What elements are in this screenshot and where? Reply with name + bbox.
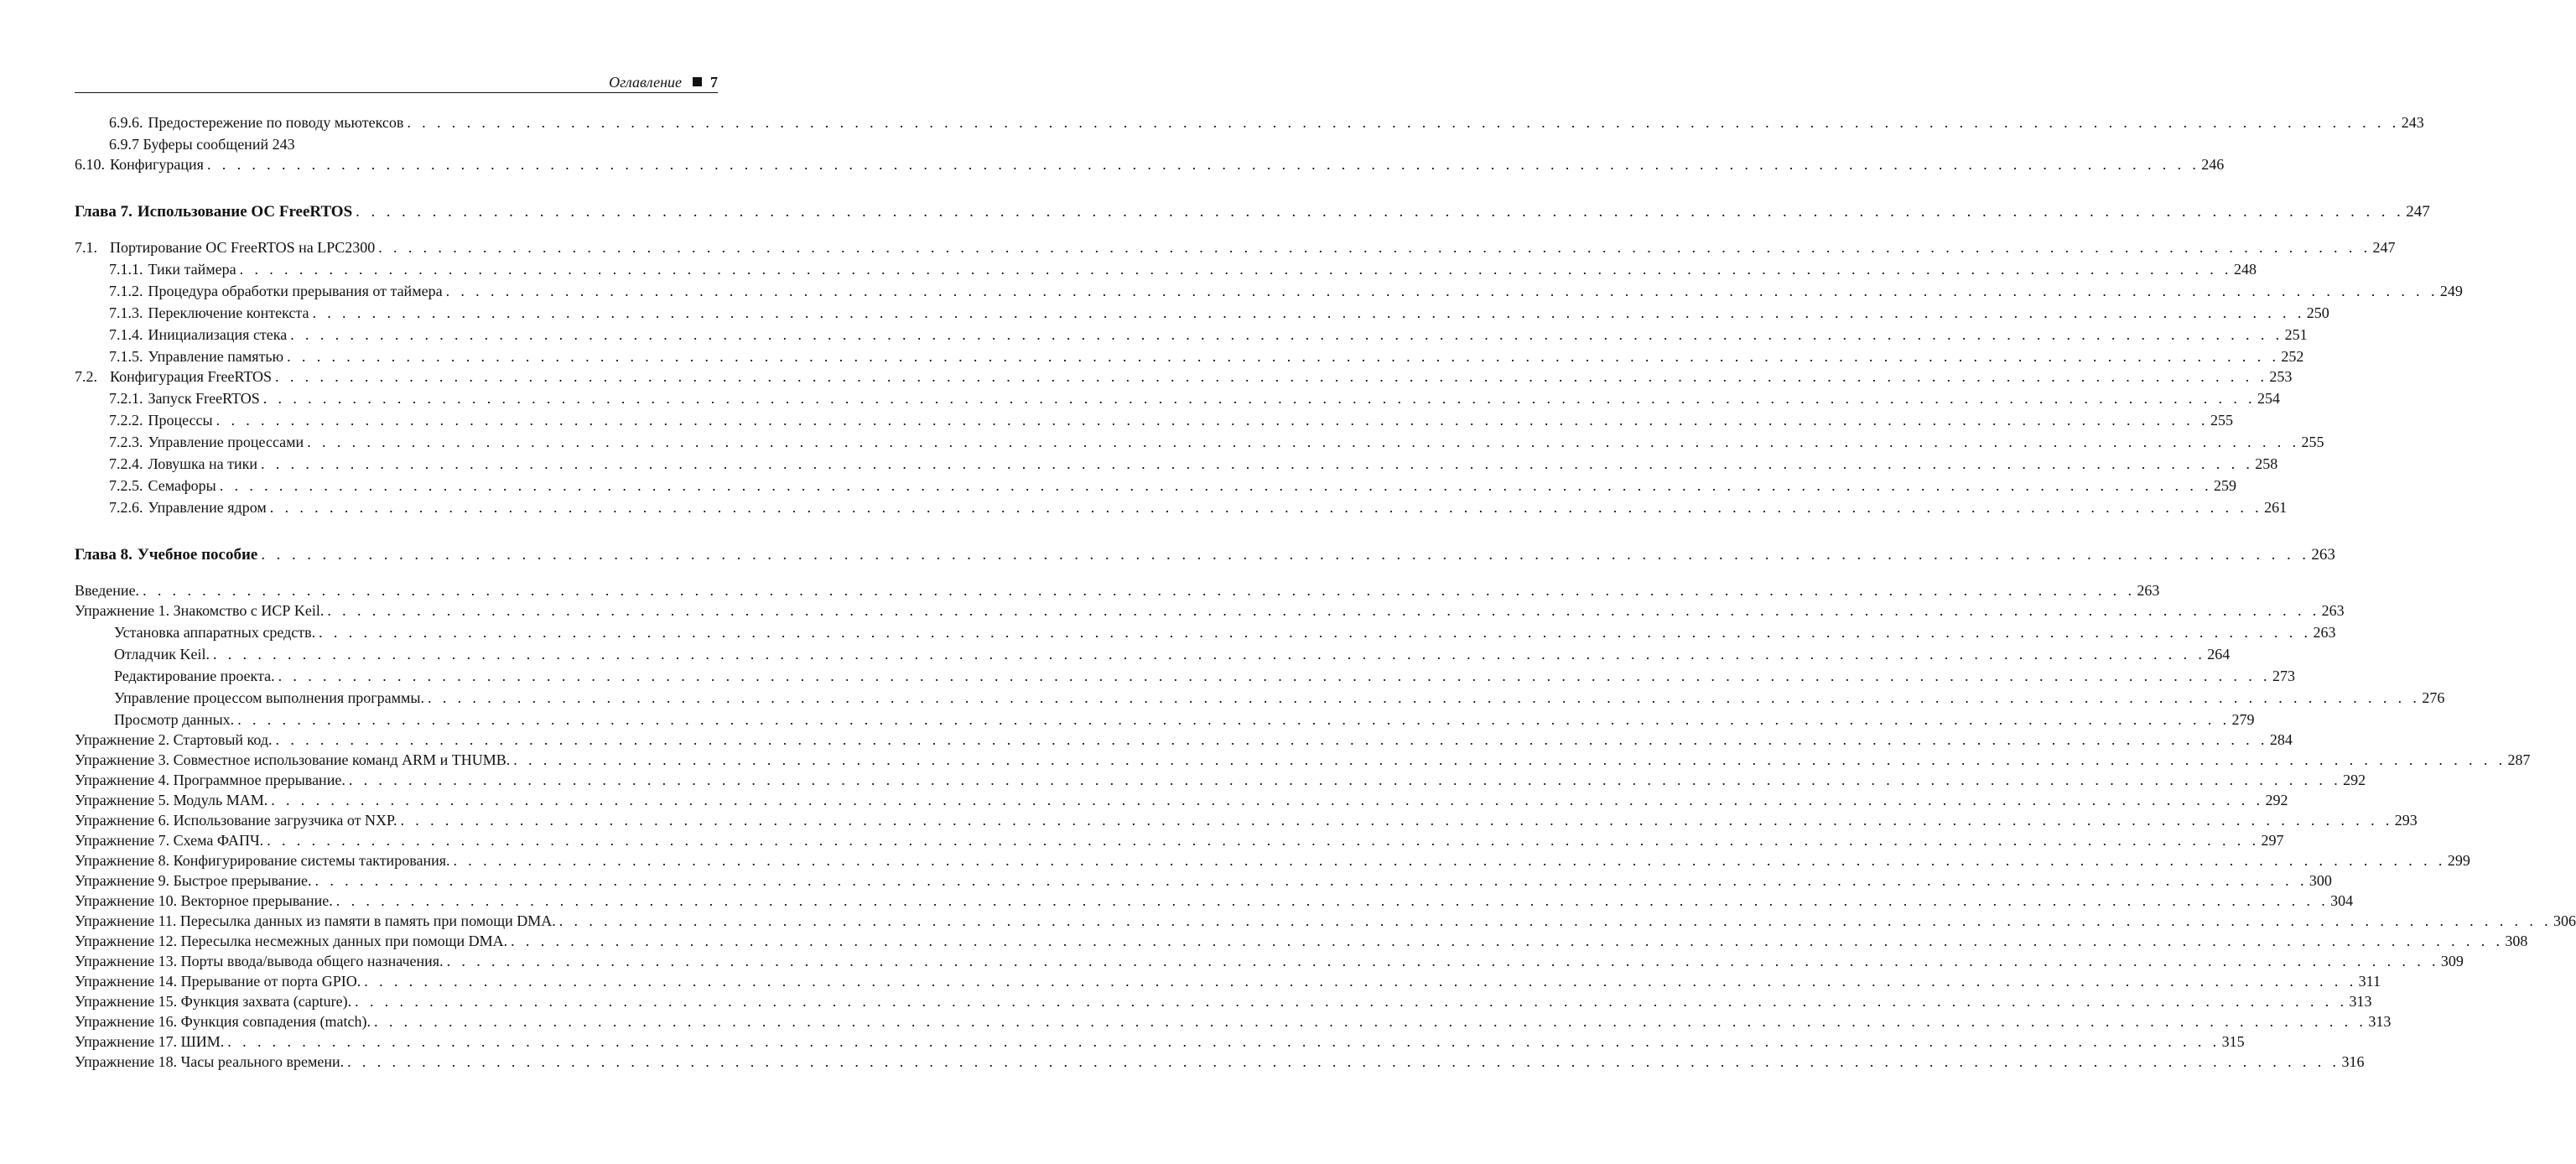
toc-leader-dots: . . . . . . . . . . . . . . . . . . . . . . . . . . . . . . . . . . . . . . . . . . . . . . . . . . . . . . . . . . . . . . . . . . . . . . . . . . . . . . . . . . . . . . . . . . . . . . . . . . . . . . . . . . . . . . . . . . . . . . . . . . . . . . . . . . . . . . xyxy=(261,546,2310,564)
toc-entry-number: 6.9.6. xyxy=(109,114,143,131)
toc-entry-number: 7.1. xyxy=(75,239,97,256)
toc-entry-exercise-16 xyxy=(75,1011,2392,1031)
toc-entry-page: 261 xyxy=(2264,499,2288,516)
toc-chapter-title: Учебное пособие xyxy=(137,546,258,564)
toc-entry-title: Упражнение 14. Прерывание от порта GPIO. xyxy=(75,973,361,990)
toc-leader-dots: . . . . . . . . . . . . . . . . . . . . . . . . . . . . . . . . . . . . . . . . . . . . . . . . . . . . . . . . . . . . . . . . . . . . . . . . . . . . . . . . . . . . . . . . . . . . . . . . . . . . . . . . . . . . . . . . . . . . . . . . . . . . . . . . . . . . . . xyxy=(312,304,2305,321)
toc-leader-dots: . . . . . . . . . . . . . . . . . . . . . . . . . . . . . . . . . . . . . . . . . . . . . . . . . . . . . . . . . . . . . . . . . . . . . . . . . . . . . . . . . . . . . . . . . . . . . . . . . . . . . . . . . . . . . . . . . . . . . . . . . . . . . . . . . . . . . . xyxy=(275,731,2268,748)
toc-entry-7-1-2 xyxy=(109,281,2463,301)
toc-entry-page: 251 xyxy=(2284,326,2308,343)
toc-leader-dots: . . . . . . . . . . . . . . . . . . . . . . . . . . . . . . . . . . . . . . . . . . . . . . . . . . . . . . . . . . . . . . . . . . . . . . . . . . . . . . . . . . . . . . . . . . . . . . . . . . . . . . . . . . . . . . . . . . . . . . . . . . . . . . . . . . . . . . xyxy=(143,582,2136,599)
toc-entry-title: Инициализация стека xyxy=(148,326,288,343)
toc-entry-7-1-3 xyxy=(109,303,2329,323)
toc-entry-title: Семафоры xyxy=(148,477,216,494)
toc-entry-title: Упражнение 13. Порты ввода/вывода общего назначения. xyxy=(75,953,444,969)
toc-entry-7-2-2 xyxy=(109,410,2233,430)
toc-chapter-number: Глава 7. xyxy=(75,203,132,221)
toc-entry-page: 292 xyxy=(2343,772,2366,788)
running-header-page-number: 7 xyxy=(710,74,718,91)
toc-entry-exercise-2 xyxy=(75,730,2293,750)
toc-entry-title: Тики таймера xyxy=(148,261,236,278)
toc-entry-number: 7.1.5. xyxy=(109,348,143,365)
toc-entry-title: Введение. xyxy=(75,582,140,599)
toc-entry-title: Установка аппаратных средств. xyxy=(114,624,316,641)
toc-entry-number: 7.2.5. xyxy=(109,477,143,494)
toc-entry-exercise-8 xyxy=(75,850,2470,870)
square-bullet-icon xyxy=(693,77,702,86)
toc-leader-dots: . . . . . . . . . . . . . . . . . . . . . . . . . . . . . . . . . . . . . . . . . . . . . . . . . . . . . . . . . . . . . . . . . . . . . . . . . . . . . . . . . . . . . . . . . . . . . . . . . . . . . . . . . . . . . . . . . . . . . . . . . . . . . . . . . . . . . . xyxy=(307,434,2300,450)
toc-entry-title: Управление процессами xyxy=(148,434,304,450)
toc-entry-6-9-6 xyxy=(109,112,2424,133)
toc-entry-title: Управление ядром xyxy=(148,499,267,516)
toc-entry-title: Управление процессом выполнения программы. xyxy=(114,689,425,706)
toc-entry-page: 313 xyxy=(2368,1013,2392,1030)
toc-entry-title: Отладчик Keil. xyxy=(114,646,210,663)
toc-entry-page: 304 xyxy=(2330,892,2354,909)
toc-leader-dots: . . . . . . . . . . . . . . . . . . . . . . . . . . . . . . . . . . . . . . . . . . . . . . . . . . . . . . . . . . . . . . . . . . . . . . . . . . . . . . . . . . . . . . . . . . . . . . . . . . . . . . . . . . . . . . . . . . . . . . . . . . . . . . . . . . . . . . xyxy=(378,239,2371,256)
toc-entry-exercise-15 xyxy=(75,991,2372,1011)
toc-entry-6-10 xyxy=(75,154,2225,174)
toc-leader-dots: . . . . . . . . . . . . . . . . . . . . . . . . . . . . . . . . . . . . . . . . . . . . . . . . . . . . . . . . . . . . . . . . . . . . . . . . . . . . . . . . . . . . . . . . . . . . . . . . . . . . . . . . . . . . . . . . . . . . . . . . . . . . . . . . . . . . . . xyxy=(407,114,2400,131)
toc-entry-page: 293 xyxy=(2394,812,2418,829)
toc-leader-dots: . . . . . . . . . . . . . . . . . . . . . . . . . . . . . . . . . . . . . . . . . . . . . . . . . . . . . . . . . . . . . . . . . . . . . . . . . . . . . . . . . . . . . . . . . . . . . . . . . . . . . . . . . . . . . . . . . . . . . . . . . . . . . . . . . . . . . . xyxy=(428,689,2421,706)
toc-entry-project-editing xyxy=(109,666,2295,686)
toc-entry-number: 7.1.2. xyxy=(109,283,143,299)
toc-entry-page: 254 xyxy=(2257,390,2281,407)
toc-entry-title: Упражнение 10. Векторное прерывание. xyxy=(75,892,333,909)
toc-entry-page: 279 xyxy=(2231,711,2255,728)
toc-entry-title: Упражнение 1. Знакомство с ИСР Keil. xyxy=(75,602,325,619)
toc-entry-page: 284 xyxy=(2269,731,2293,748)
toc-entry-introduction xyxy=(75,580,2160,600)
toc-entry-title: Ловушка на тики xyxy=(148,455,257,472)
toc-entry-7-2-5 xyxy=(109,475,2237,496)
toc-leader-dots: . . . . . . . . . . . . . . . . . . . . . . . . . . . . . . . . . . . . . . . . . . . . . . . . . . . . . . . . . . . . . . . . . . . . . . . . . . . . . . . . . . . . . . . . . . . . . . . . . . . . . . . . . . . . . . . . . . . . . . . . . . . . . . . . . . . . . . xyxy=(239,261,2232,278)
toc-leader-dots: . . . . . . . . . . . . . . . . . . . . . . . . . . . . . . . . . . . . . . . . . . . . . . . . . . . . . . . . . . . . . . . . . . . . . . . . . . . . . . . . . . . . . . . . . . . . . . . . . . . . . . . . . . . . . . . . . . . . . . . . . . . . . . . . . . . . . . xyxy=(237,711,2231,728)
toc-entry-title: Упражнение 6. Использование загрузчика от NXP. xyxy=(75,812,397,829)
toc-leader-dots: . . . . . . . . . . . . . . . . . . . . . . . . . . . . . . . . . . . . . . . . . . . . . . . . . . . . . . . . . . . . . . . . . . . . . . . . . . . . . . . . . . . . . . . . . . . . . . . . . . . . . . . . . . . . . . . . . . . . . . . . . . . . . . . . . . . . . . xyxy=(511,933,2504,949)
toc-entry-exercise-1 xyxy=(75,600,2345,621)
toc-chapter-number: Глава 8. xyxy=(75,546,132,564)
toc-entry-text: 6.9.7 Буферы сообщений 243 xyxy=(109,136,295,153)
toc-entry-page: 252 xyxy=(2281,348,2304,365)
toc-entry-exercise-10 xyxy=(75,891,2354,911)
toc-entry-page: 313 xyxy=(2349,993,2372,1010)
toc-entry-title: Редактирование проекта. xyxy=(114,668,275,684)
toc-entry-page: 308 xyxy=(2505,933,2528,949)
toc-leader-dots: . . . . . . . . . . . . . . . . . . . . . . . . . . . . . . . . . . . . . . . . . . . . . . . . . . . . . . . . . . . . . . . . . . . . . . . . . . . . . . . . . . . . . . . . . . . . . . . . . . . . . . . . . . . . . . . . . . . . . . . . . . . . . . . . . . . . . . xyxy=(558,912,2553,929)
toc-entry-exercise-6 xyxy=(75,810,2418,830)
toc-chapter-7 xyxy=(75,202,2430,222)
toc-leader-dots: . . . . . . . . . . . . . . . . . . . . . . . . . . . . . . . . . . . . . . . . . . . . . . . . . . . . . . . . . . . . . . . . . . . . . . . . . . . . . . . . . . . . . . . . . . . . . . . . . . . . . . . . . . . . . . . . . . . . . . . . . . . . . . . . . . . . . . xyxy=(400,812,2393,829)
toc-entry-7-2-1 xyxy=(109,388,2281,408)
toc-entry-page: 299 xyxy=(2447,852,2470,869)
toc-leader-dots: . . . . . . . . . . . . . . . . . . . . . . . . . . . . . . . . . . . . . . . . . . . . . . . . . . . . . . . . . . . . . . . . . . . . . . . . . . . . . . . . . . . . . . . . . . . . . . . . . . . . . . . . . . . . . . . . . . . . . . . . . . . . . . . . . . . . . . xyxy=(216,412,2209,429)
toc-chapter-page: 247 xyxy=(2406,203,2430,221)
toc-entry-number: 6.10. xyxy=(75,156,105,173)
toc-entry-page: 243 xyxy=(2401,114,2424,131)
toc-leader-dots: . . . . . . . . . . . . . . . . . . . . . . . . . . . . . . . . . . . . . . . . . . . . . . . . . . . . . . . . . . . . . . . . . . . . . . . . . . . . . . . . . . . . . . . . . . . . . . . . . . . . . . . . . . . . . . . . . . . . . . . . . . . . . . . . . . . . . . xyxy=(335,892,2329,909)
toc-entry-title: Конфигурация xyxy=(110,156,204,173)
toc-entry-page: 273 xyxy=(2272,668,2295,684)
toc-entry-data-view xyxy=(109,709,2255,730)
toc-entry-title: Просмотр данных. xyxy=(114,711,235,728)
toc-entry-exercise-14 xyxy=(75,971,2381,991)
toc-entry-exercise-5 xyxy=(75,790,2288,810)
toc-entry-title: Предостережение по поводу мьютексов xyxy=(148,114,404,131)
toc-leader-dots: . . . . . . . . . . . . . . . . . . . . . . . . . . . . . . . . . . . . . . . . . . . . . . . . . . . . . . . . . . . . . . . . . . . . . . . . . . . . . . . . . . . . . . . . . . . . . . . . . . . . . . . . . . . . . . . . . . . . . . . . . . . . . . . . . . . . . . xyxy=(267,832,2260,849)
toc-leader-dots: . . . . . . . . . . . . . . . . . . . . . . . . . . . . . . . . . . . . . . . . . . . . . . . . . . . . . . . . . . . . . . . . . . . . . . . . . . . . . . . . . . . . . . . . . . . . . . . . . . . . . . . . . . . . . . . . . . . . . . . . . . . . . . . . . . . . . . xyxy=(314,872,2308,889)
toc-leader-dots: . . . . . . . . . . . . . . . . . . . . . . . . . . . . . . . . . . . . . . . . . . . . . . . . . . . . . . . . . . . . . . . . . . . . . . . . . . . . . . . . . . . . . . . . . . . . . . . . . . . . . . . . . . . . . . . . . . . . . . . . . . . . . . . . . . . . . . xyxy=(355,993,2348,1010)
toc-entry-7-1 xyxy=(75,237,2396,257)
toc-entry-7-1-1 xyxy=(109,259,2257,279)
toc-entry-page: 253 xyxy=(2269,368,2293,385)
toc-entry-exercise-4 xyxy=(75,770,2366,790)
toc-entry-page: 258 xyxy=(2255,455,2278,472)
toc-entry-page: 248 xyxy=(2233,261,2257,278)
toc-entry-exercise-17 xyxy=(75,1031,2245,1052)
toc-leader-dots: . . . . . . . . . . . . . . . . . . . . . . . . . . . . . . . . . . . . . . . . . . . . . . . . . . . . . . . . . . . . . . . . . . . . . . . . . . . . . . . . . . . . . . . . . . . . . . . . . . . . . . . . . . . . . . . . . . . . . . . . . . . . . . . . . . . . . . xyxy=(278,668,2271,684)
toc-leader-dots: . . . . . . . . . . . . . . . . . . . . . . . . . . . . . . . . . . . . . . . . . . . . . . . . . . . . . . . . . . . . . . . . . . . . . . . . . . . . . . . . . . . . . . . . . . . . . . . . . . . . . . . . . . . . . . . . . . . . . . . . . . . . . . . . . . . . . . xyxy=(275,368,2268,385)
toc-leader-dots: . . . . . . . . . . . . . . . . . . . . . . . . . . . . . . . . . . . . . . . . . . . . . . . . . . . . . . . . . . . . . . . . . . . . . . . . . . . . . . . . . . . . . . . . . . . . . . . . . . . . . . . . . . . . . . . . . . . . . . . . . . . . . . . . . . . . . . xyxy=(453,852,2446,869)
toc-entry-page: 247 xyxy=(2372,239,2396,256)
toc-chapter-title: Использование ОС FreeRTOS xyxy=(137,203,353,221)
header-rule xyxy=(75,92,718,93)
toc-entry-exercise-9 xyxy=(75,870,2332,891)
toc-entry-page: 263 xyxy=(2137,582,2160,599)
toc-entry-number: 7.1.1. xyxy=(109,261,143,278)
toc-entry-page: 246 xyxy=(2201,156,2225,173)
toc-entry-title: Упражнение 17. ШИМ. xyxy=(75,1033,225,1050)
toc-entry-page: 264 xyxy=(2207,646,2231,663)
toc-entry-title: Конфигурация FreeRTOS xyxy=(110,368,273,385)
toc-leader-dots: . . . . . . . . . . . . . . . . . . . . . . . . . . . . . . . . . . . . . . . . . . . . . . . . . . . . . . . . . . . . . . . . . . . . . . . . . . . . . . . . . . . . . . . . . . . . . . . . . . . . . . . . . . . . . . . . . . . . . . . . . . . . . . . . . . . . . . xyxy=(212,646,2206,663)
toc-chapter-page: 263 xyxy=(2311,546,2335,564)
toc-entry-page: 316 xyxy=(2341,1053,2365,1070)
toc-entry-number: 7.2.4. xyxy=(109,455,143,472)
toc-entry-page: 292 xyxy=(2265,792,2288,808)
toc-entry-title: Переключение контекста xyxy=(148,304,309,321)
toc-entry-page: 250 xyxy=(2306,304,2329,321)
toc-entry-title: Упражнение 11. Пересылка данных из памяти в память при помощи DMA. xyxy=(75,912,556,929)
toc-entry-page: 249 xyxy=(2439,283,2463,299)
toc-entry-title: Процедура обработки прерывания от таймера xyxy=(148,283,443,299)
toc-entry-page: 276 xyxy=(2422,689,2445,706)
toc-entry-title: Упражнение 16. Функция совпадения (match). xyxy=(75,1013,371,1030)
toc-leader-dots: . . . . . . . . . . . . . . . . . . . . . . . . . . . . . . . . . . . . . . . . . . . . . . . . . . . . . . . . . . . . . . . . . . . . . . . . . . . . . . . . . . . . . . . . . . . . . . . . . . . . . . . . . . . . . . . . . . . . . . . . . . . . . . . . . . . . . . xyxy=(364,973,2357,990)
toc-entry-title: Упражнение 2. Стартовый код. xyxy=(75,731,273,748)
toc-entry-number: 7.2.1. xyxy=(109,390,143,407)
toc-entry-7-1-4 xyxy=(109,325,2308,345)
toc-entry-exercise-7 xyxy=(75,830,2284,850)
toc-leader-dots: . . . . . . . . . . . . . . . . . . . . . . . . . . . . . . . . . . . . . . . . . . . . . . . . . . . . . . . . . . . . . . . . . . . . . . . . . . . . . . . . . . . . . . . . . . . . . . . . . . . . . . . . . . . . . . . . . . . . . . . . . . . . . . . . . . . . . . xyxy=(290,326,2283,343)
toc-entry-page: 297 xyxy=(2261,832,2284,849)
toc-leader-dots: . . . . . . . . . . . . . . . . . . . . . . . . . . . . . . . . . . . . . . . . . . . . . . . . . . . . . . . . . . . . . . . . . . . . . . . . . . . . . . . . . . . . . . . . . . . . . . . . . . . . . . . . . . . . . . . . . . . . . . . . . . . . . . . . . . . . . . xyxy=(227,1033,2220,1050)
toc-entry-number: 7.2.3. xyxy=(109,434,143,450)
toc-leader-dots: . . . . . . . . . . . . . . . . . . . . . . . . . . . . . . . . . . . . . . . . . . . . . . . . . . . . . . . . . . . . . . . . . . . . . . . . . . . . . . . . . . . . . . . . . . . . . . . . . . . . . . . . . . . . . . . . . . . . . . . . . . . . . . . . . . . . . . xyxy=(327,602,2320,619)
toc-entry-title: Упражнение 3. Совместное использование команд ARM и THUMB. xyxy=(75,751,511,768)
toc-entry-page: 309 xyxy=(2440,953,2464,969)
toc-leader-dots: . . . . . . . . . . . . . . . . . . . . . . . . . . . . . . . . . . . . . . . . . . . . . . . . . . . . . . . . . . . . . . . . . . . . . . . . . . . . . . . . . . . . . . . . . . . . . . . . . . . . . . . . . . . . . . . . . . . . . . . . . . . . . . . . . . . . . . xyxy=(262,390,2257,407)
toc-entry-page: 306 xyxy=(2553,912,2576,929)
toc-entry-6-9-7 xyxy=(109,134,718,154)
toc-entry-7-2-6 xyxy=(109,497,2288,517)
toc-leader-dots: . . . . . . . . . . . . . . . . . . . . . . . . . . . . . . . . . . . . . . . . . . . . . . . . . . . . . . . . . . . . . . . . . . . . . . . . . . . . . . . . . . . . . . . . . . . . . . . . . . . . . . . . . . . . . . . . . . . . . . . . . . . . . . . . . . . . . . xyxy=(319,624,2312,641)
toc-entry-title: Запуск FreeRTOS xyxy=(148,390,260,407)
toc-entry-exercise-11 xyxy=(75,911,2576,931)
toc-entry-title: Упражнение 18. Часы реального времени. xyxy=(75,1053,345,1070)
toc-entry-title: Упражнение 15. Функция захвата (capture). xyxy=(75,993,352,1010)
running-header-title: Оглавление xyxy=(609,74,682,91)
toc-leader-dots: . . . . . . . . . . . . . . . . . . . . . . . . . . . . . . . . . . . . . . . . . . . . . . . . . . . . . . . . . . . . . . . . . . . . . . . . . . . . . . . . . . . . . . . . . . . . . . . . . . . . . . . . . . . . . . . . . . . . . . . . . . . . . . . . . . . . . . xyxy=(269,499,2263,516)
toc-entry-page: 315 xyxy=(2221,1033,2245,1050)
toc-entry-exercise-13 xyxy=(75,951,2464,971)
toc-entry-title: Упражнение 7. Схема ФАПЧ. xyxy=(75,832,264,849)
toc-entry-7-1-5 xyxy=(109,346,2304,366)
toc-leader-dots: . . . . . . . . . . . . . . . . . . . . . . . . . . . . . . . . . . . . . . . . . . . . . . . . . . . . . . . . . . . . . . . . . . . . . . . . . . . . . . . . . . . . . . . . . . . . . . . . . . . . . . . . . . . . . . . . . . . . . . . . . . . . . . . . . . . . . . xyxy=(287,348,2280,365)
toc-leader-dots: . . . . . . . . . . . . . . . . . . . . . . . . . . . . . . . . . . . . . . . . . . . . . . . . . . . . . . . . . . . . . . . . . . . . . . . . . . . . . . . . . . . . . . . . . . . . . . . . . . . . . . . . . . . . . . . . . . . . . . . . . . . . . . . . . . . . . . xyxy=(206,156,2200,173)
toc-leader-dots: . . . . . . . . . . . . . . . . . . . . . . . . . . . . . . . . . . . . . . . . . . . . . . . . . . . . . . . . . . . . . . . . . . . . . . . . . . . . . . . . . . . . . . . . . . . . . . . . . . . . . . . . . . . . . . . . . . . . . . . . . . . . . . . . . . . . . . xyxy=(446,953,2439,969)
toc-entry-number: 7.2. xyxy=(75,368,97,385)
toc-entry-title: Процессы xyxy=(148,412,213,429)
toc-entry-page: 255 xyxy=(2210,412,2233,429)
toc-entry-title: Упражнение 8. Конфигурирование системы тактирования. xyxy=(75,852,450,869)
toc-entry-page: 255 xyxy=(2301,434,2324,450)
toc-leader-dots: . . . . . . . . . . . . . . . . . . . . . . . . . . . . . . . . . . . . . . . . . . . . . . . . . . . . . . . . . . . . . . . . . . . . . . . . . . . . . . . . . . . . . . . . . . . . . . . . . . . . . . . . . . . . . . . . . . . . . . . . . . . . . . . . . . . . . . xyxy=(347,1053,2340,1070)
running-header xyxy=(75,72,718,92)
toc-entry-page: 263 xyxy=(2313,624,2336,641)
toc-entry-title: Упражнение 12. Пересылка несмежных данных при помощи DMA. xyxy=(75,933,508,949)
toc-entry-title: Управление памятью xyxy=(148,348,284,365)
toc-leader-dots: . . . . . . . . . . . . . . . . . . . . . . . . . . . . . . . . . . . . . . . . . . . . . . . . . . . . . . . . . . . . . . . . . . . . . . . . . . . . . . . . . . . . . . . . . . . . . . . . . . . . . . . . . . . . . . . . . . . . . . . . . . . . . . . . . . . . . . xyxy=(260,455,2254,472)
toc-entry-exercise-18 xyxy=(75,1052,2365,1072)
toc-entry-exercise-12 xyxy=(75,931,2528,951)
toc-entry-7-2-4 xyxy=(109,454,2278,474)
toc-entry-page: 259 xyxy=(2214,477,2237,494)
toc-entry-7-2 xyxy=(75,366,2293,387)
toc-entry-number: 7.2.2. xyxy=(109,412,143,429)
toc-leader-dots: . . . . . . . . . . . . . . . . . . . . . . . . . . . . . . . . . . . . . . . . . . . . . . . . . . . . . . . . . . . . . . . . . . . . . . . . . . . . . . . . . . . . . . . . . . . . . . . . . . . . . . . . . . . . . . . . . . . . . . . . . . . . . . . . . . . . . . xyxy=(513,751,2506,768)
toc-entry-exercise-3 xyxy=(75,750,2531,770)
toc-leader-dots: . . . . . . . . . . . . . . . . . . . . . . . . . . . . . . . . . . . . . . . . . . . . . . . . . . . . . . . . . . . . . . . . . . . . . . . . . . . . . . . . . . . . . . . . . . . . . . . . . . . . . . . . . . . . . . . . . . . . . . . . . . . . . . . . . . . . . . xyxy=(271,792,2264,808)
toc-entry-number: 7.2.6. xyxy=(109,499,143,516)
toc-entry-page: 263 xyxy=(2321,602,2345,619)
toc-entry-title: Упражнение 5. Модуль МАМ. xyxy=(75,792,268,808)
toc-leader-dots: . . . . . . . . . . . . . . . . . . . . . . . . . . . . . . . . . . . . . . . . . . . . . . . . . . . . . . . . . . . . . . . . . . . . . . . . . . . . . . . . . . . . . . . . . . . . . . . . . . . . . . . . . . . . . . . . . . . . . . . . . . . . . . . . . . . . . . xyxy=(445,283,2438,299)
toc-entry-page: 300 xyxy=(2309,872,2332,889)
toc-entry-number: 7.1.4. xyxy=(109,326,143,343)
toc-entry-title: Упражнение 4. Программное прерывание. xyxy=(75,772,345,788)
toc-chapter-8 xyxy=(75,545,2335,565)
toc-leader-dots: . . . . . . . . . . . . . . . . . . . . . . . . . . . . . . . . . . . . . . . . . . . . . . . . . . . . . . . . . . . . . . . . . . . . . . . . . . . . . . . . . . . . . . . . . . . . . . . . . . . . . . . . . . . . . . . . . . . . . . . . . . . . . . . . . . . . . . xyxy=(374,1013,2367,1030)
toc-leader-dots: . . . . . . . . . . . . . . . . . . . . . . . . . . . . . . . . . . . . . . . . . . . . . . . . . . . . . . . . . . . . . . . . . . . . . . . . . . . . . . . . . . . . . . . . . . . . . . . . . . . . . . . . . . . . . . . . . . . . . . . . . . . . . . . . . . . . . . xyxy=(356,203,2405,221)
toc-entry-page: 311 xyxy=(2358,973,2381,990)
toc-leader-dots: . . . . . . . . . . . . . . . . . . . . . . . . . . . . . . . . . . . . . . . . . . . . . . . . . . . . . . . . . . . . . . . . . . . . . . . . . . . . . . . . . . . . . . . . . . . . . . . . . . . . . . . . . . . . . . . . . . . . . . . . . . . . . . . . . . . . . . xyxy=(219,477,2213,494)
toc-entry-title: Портирование ОС FreeRTOS на LPC2300 xyxy=(110,239,376,256)
toc-entry-page: 287 xyxy=(2507,751,2531,768)
toc-entry-hardware-setup xyxy=(109,622,2336,642)
toc-leader-dots: . . . . . . . . . . . . . . . . . . . . . . . . . . . . . . . . . . . . . . . . . . . . . . . . . . . . . . . . . . . . . . . . . . . . . . . . . . . . . . . . . . . . . . . . . . . . . . . . . . . . . . . . . . . . . . . . . . . . . . . . . . . . . . . . . . . . . . xyxy=(348,772,2342,788)
toc-entry-execution-control xyxy=(109,688,2445,708)
toc-entry-number: 7.1.3. xyxy=(109,304,143,321)
toc-entry-keil-debugger xyxy=(109,644,2231,664)
toc-entry-title: Упражнение 9. Быстрое прерывание. xyxy=(75,872,312,889)
toc-entry-7-2-3 xyxy=(109,432,2324,452)
